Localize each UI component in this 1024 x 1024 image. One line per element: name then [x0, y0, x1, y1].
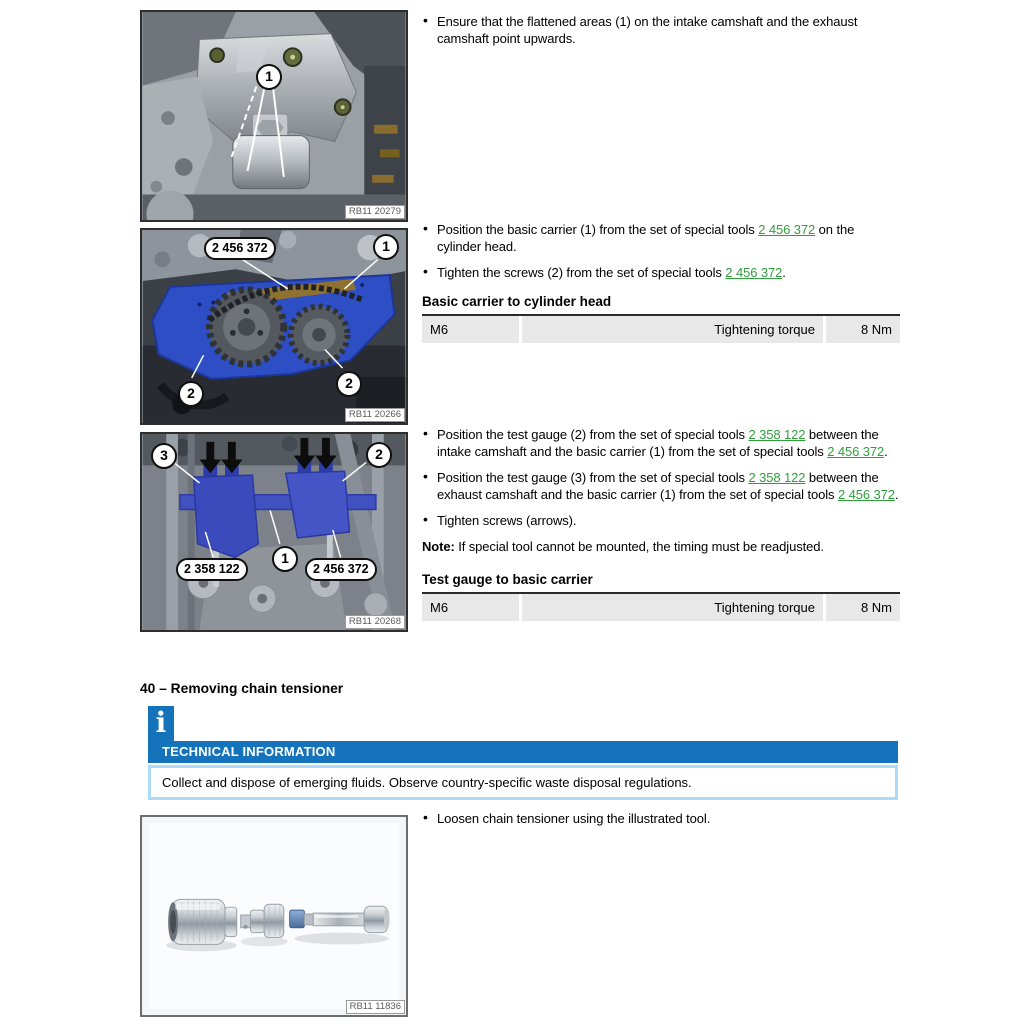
- tool-photo-illustration: [142, 817, 406, 1015]
- technical-information-text: Collect and dispose of emerging fluids. Observe country-specific waste disposal regulations.: [148, 765, 898, 800]
- step2-block: [422, 221, 900, 343]
- step-text: .: [884, 444, 888, 459]
- callout-3: 3: [151, 443, 177, 469]
- torque-value-cell: 8 Nm: [826, 594, 900, 621]
- special-tool-label: 2 456 372: [204, 237, 276, 260]
- special-tool-link[interactable]: 2 358 122: [748, 470, 806, 485]
- torque-size-cell: M6: [422, 594, 519, 621]
- step-text: .: [894, 487, 899, 502]
- figure-basic-carrier-photo: [140, 228, 408, 425]
- torque-table-basic-carrier: [422, 293, 900, 343]
- engine-photo-illustration: [142, 434, 406, 630]
- step3-block: [422, 426, 900, 621]
- step-text: between the exhaust camshaft and the basic carrier (1) from the set of special tools: [437, 470, 879, 502]
- section-heading: 40 – Removing chain tensioner: [140, 681, 344, 696]
- step-text: .: [782, 265, 786, 280]
- note-text: If special tool cannot be mounted, the timing must be readjusted.: [458, 539, 824, 554]
- info-icon: i: [148, 706, 174, 741]
- step-text: Loosen chain tensioner using the illustrated tool.: [437, 811, 711, 826]
- table-title: Basic carrier to cylinder head: [422, 294, 612, 309]
- figure-camshaft-flats-photo: [140, 10, 408, 222]
- figure-chain-tensioner-tool-photo: [140, 815, 408, 1017]
- figure-test-gauge-photo: [140, 432, 408, 632]
- step-text: Position the basic carrier (1) from the set of special tools: [437, 222, 759, 237]
- image-ref-code: RB11 11836: [346, 1000, 405, 1014]
- step-item: [422, 221, 900, 255]
- torque-label-cell: Tightening torque: [522, 594, 823, 621]
- torque-size-cell: M6: [422, 316, 519, 343]
- engine-photo-illustration: [142, 12, 406, 220]
- step-text: on the cylinder head.: [437, 222, 855, 254]
- step-text: between the intake camshaft and the basic carrier (1) from the set of special tools: [437, 427, 879, 459]
- step-item: [422, 264, 900, 281]
- step1-block: [422, 13, 900, 56]
- image-ref-code: RB11 20268: [345, 615, 405, 629]
- special-tool-link[interactable]: 2 456 372: [827, 444, 885, 459]
- image-ref-code: RB11 20279: [345, 205, 405, 219]
- torque-label-cell: Tightening torque: [522, 316, 823, 343]
- callout-1: 1: [256, 64, 282, 90]
- special-tool-label: 2 358 122: [176, 558, 248, 581]
- callout-2: 2: [178, 381, 204, 407]
- callout-1: 1: [272, 546, 298, 572]
- image-ref-code: RB11 20266: [345, 408, 405, 422]
- callout-2: 2: [336, 371, 362, 397]
- special-tool-link[interactable]: 2 358 122: [748, 427, 806, 442]
- step-item: [422, 810, 900, 827]
- step-item: [422, 469, 900, 503]
- step-text: Position the test gauge (3) from the set of special tools: [437, 470, 749, 485]
- callout-1: 1: [373, 234, 399, 260]
- special-tool-link[interactable]: 2 456 372: [758, 222, 816, 237]
- note-label: Note:: [422, 539, 455, 554]
- step-text: Tighten screws (arrows).: [437, 513, 577, 528]
- callout-2: 2: [366, 442, 392, 468]
- step-item: [422, 13, 900, 47]
- special-tool-link[interactable]: 2 456 372: [837, 487, 895, 502]
- step-item: [422, 512, 900, 529]
- step-text: Position the test gauge (2) from the set of special tools: [437, 427, 749, 442]
- torque-table-test-gauge: [422, 571, 900, 621]
- step-text: Ensure that the flattened areas (1) on the intake camshaft and the exhaust camshaft point upwards.: [437, 14, 858, 46]
- special-tool-link[interactable]: 2 456 372: [725, 265, 783, 280]
- step-text: Tighten the screws (2) from the set of special tools: [437, 265, 726, 280]
- technical-information-banner: TECHNICAL INFORMATION: [148, 741, 898, 763]
- step-item: [422, 426, 900, 460]
- table-title: Test gauge to basic carrier: [422, 572, 593, 587]
- note: [422, 538, 900, 555]
- step4-block: [422, 810, 900, 836]
- torque-value-cell: 8 Nm: [826, 316, 900, 343]
- special-tool-label: 2 456 372: [305, 558, 377, 581]
